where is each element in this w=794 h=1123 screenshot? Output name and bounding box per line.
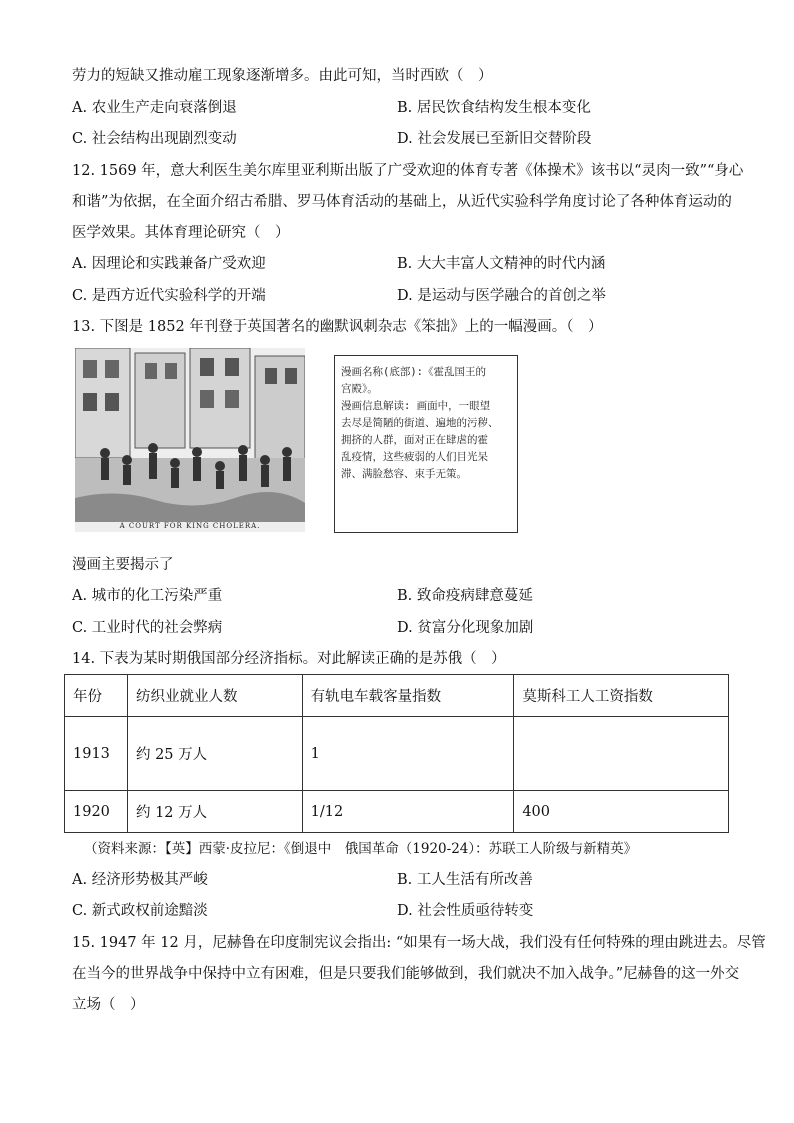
- q13-option-b: B. 致命疫病肆意蔓延: [397, 588, 533, 604]
- q13-question: 漫画主要揭示了: [72, 557, 174, 573]
- q11-option-a: A. 农业生产走向衰落倒退: [72, 100, 237, 116]
- info-line-7: 滞、满脸愁容、束手无策。: [341, 468, 467, 480]
- q12-option-a: A. 因理论和实践兼备广受欢迎: [72, 256, 266, 272]
- q13-option-d: D. 贫富分化现象加剧: [397, 620, 534, 636]
- table-header-cell: 年份: [65, 675, 128, 717]
- q12-option-b: B. 大大丰富人文精神的时代内涵: [397, 256, 606, 272]
- table-row: [65, 791, 729, 833]
- q14-option-b: B. 工人生活有所改善: [397, 872, 533, 888]
- q14-option-c: C. 新式政权前途黯淡: [72, 903, 208, 919]
- table-cell: 1913: [65, 717, 128, 791]
- table-cell: 1: [302, 717, 514, 791]
- q15-stem-line-2: 在当今的世界战争中保持中立有困难，但是只要我们能够做到，我们就决不加入战争。”尼赫鲁的这一外交: [72, 966, 740, 982]
- q11-option-b: B. 居民饮食结构发生根本变化: [397, 100, 591, 116]
- info-line-5: 拥挤的人群，面对正在肆虐的霍: [341, 434, 488, 446]
- q14-option-d: D. 社会性质亟待转变: [397, 903, 534, 919]
- info-line-6: 乱疫情，这些疲弱的人们目光呆: [341, 451, 488, 463]
- q12-stem-line-1: 12. 1569 年，意大利医生美尔库里亚利斯出版了广受欢迎的体育专著《体操术》该书以“灵肉一致”“身心: [72, 163, 744, 179]
- q12-option-d: D. 是运动与医学融合的首创之举: [397, 288, 606, 304]
- table-source-note: （资料来源：【英】西蒙·皮拉尼：《倒退中 俄国革命（1920-24）：苏联工人阶级与新精英》: [84, 841, 638, 857]
- table-cell: [514, 717, 729, 791]
- q11-option-d: D. 社会发展已至新旧交替阶段: [397, 131, 592, 147]
- table-row: [65, 717, 729, 791]
- table-cell: 1920: [65, 791, 128, 833]
- q14-option-a: A. 经济形势极其严峻: [72, 872, 208, 888]
- info-line-2: 宫殿》。: [341, 383, 378, 395]
- table-cell: 1/12: [302, 791, 514, 833]
- cholera-cartoon-image: [75, 348, 305, 532]
- table-header-cell: 纺织业就业人数: [127, 675, 302, 717]
- q12-stem-line-3: 医学效果。其体育理论研究（ ）: [72, 225, 290, 241]
- q13-option-c: C. 工业时代的社会弊病: [72, 620, 223, 636]
- q14-stem: 14. 下表为某时期俄国部分经济指标。对此解读正确的是苏俄（ ）: [72, 651, 506, 667]
- q11-option-c: C. 社会结构出现剧烈变动: [72, 131, 237, 147]
- table-cell: 400: [514, 791, 729, 833]
- cartoon-caption: A COURT FOR KING CHOLERA.: [119, 522, 261, 530]
- table-cell: 约 25 万人: [127, 717, 302, 791]
- q12-stem-line-2: 和谐”为依据，在全面介绍古希腊、罗马体育活动的基础上，从近代实验科学角度讨论了各种体育运动的: [72, 194, 732, 210]
- info-line-4: 去尽是简陋的街道、遍地的污秽、: [341, 417, 499, 429]
- cartoon-info-box: [334, 355, 518, 533]
- q13-option-a: A. 城市的化工污染严重: [72, 588, 223, 604]
- info-line-1: 漫画名称(底部):《霍乱国王的: [341, 366, 486, 378]
- info-line-3: 漫画信息解读: 画面中，一眼望: [341, 400, 491, 412]
- table-header-cell: 莫斯科工人工资指数: [514, 675, 729, 717]
- cartoon-drawing: [75, 348, 305, 532]
- q15-stem-line-1: 15. 1947 年 12 月，尼赫鲁在印度制宪议会指出: “如果有一场大战，我们没有任何特殊的理由跳进去。尽管: [72, 935, 766, 951]
- q12-option-c: C. 是西方近代实验科学的开端: [72, 288, 266, 304]
- q11-stem-tail: 劳力的短缺又推动雇工现象逐渐增多。由此可知，当时西欧（ ）: [72, 68, 493, 84]
- economic-indicator-table: [64, 674, 729, 833]
- q15-stem-line-3: 立场（ ）: [72, 997, 145, 1013]
- q13-stem: 13. 下图是 1852 年刊登于英国著名的幽默讽刺杂志《笨拙》上的一幅漫画。（ ）: [72, 319, 603, 335]
- table-header-row: [65, 675, 729, 717]
- table-header-cell: 有轨电车载客量指数: [302, 675, 514, 717]
- table-cell: 约 12 万人: [127, 791, 302, 833]
